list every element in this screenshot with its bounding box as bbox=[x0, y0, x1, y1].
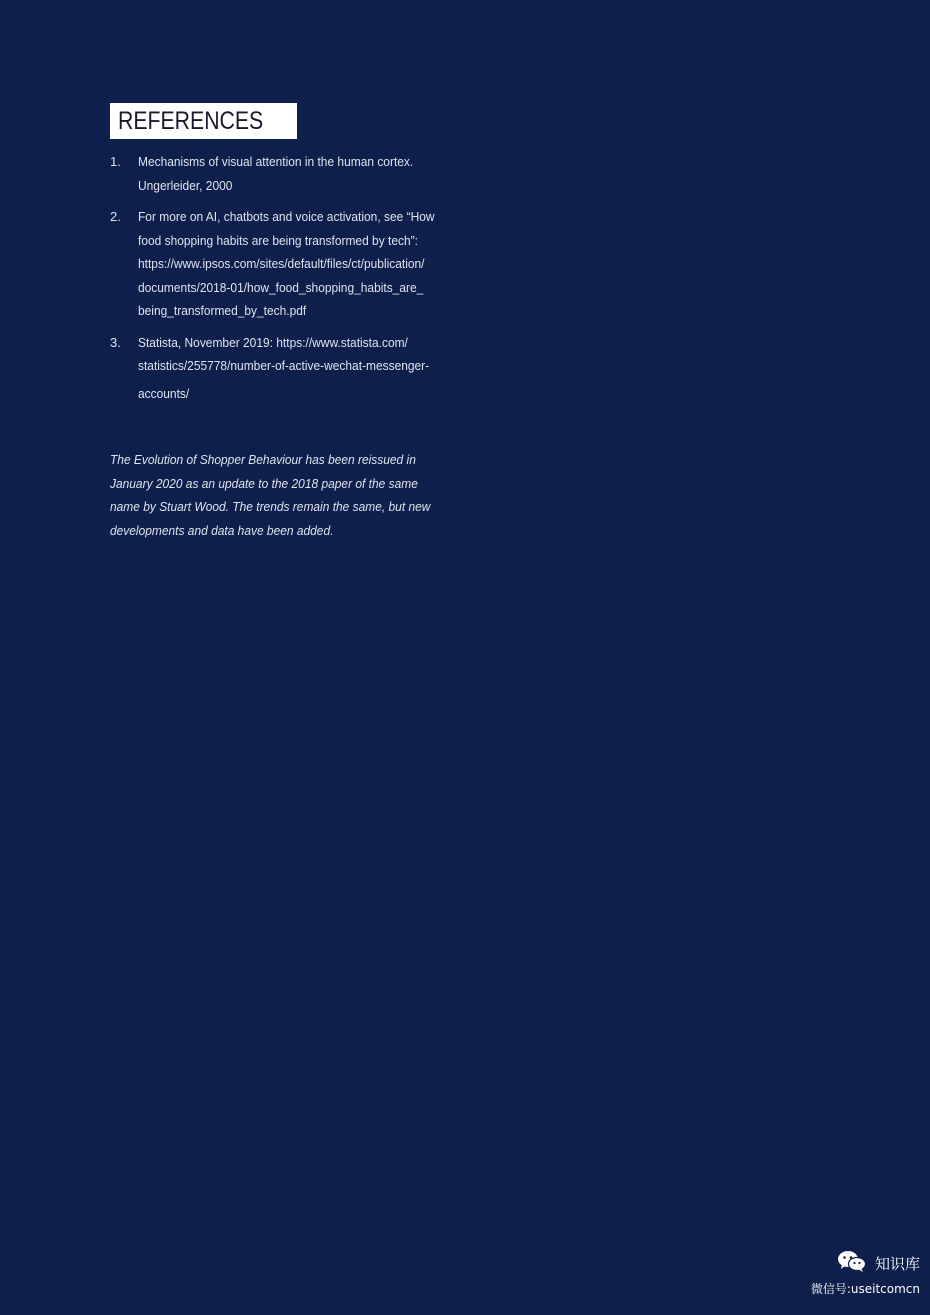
reference-link[interactable]: statistics/255778/number-of-active-wechat-messenger- bbox=[138, 358, 430, 373]
reference-link[interactable]: accounts/ bbox=[138, 385, 190, 401]
reference-number: 2. bbox=[110, 209, 121, 224]
reference-number: 3. bbox=[110, 334, 121, 350]
reference-list bbox=[110, 150, 455, 413]
reference-text bbox=[138, 205, 434, 323]
references-heading-box bbox=[110, 103, 297, 139]
watermark-name: 知识库 bbox=[874, 1255, 920, 1273]
reference-item bbox=[110, 331, 455, 406]
reference-line: Ungerleider, 2000 bbox=[138, 177, 233, 193]
reference-item bbox=[110, 205, 455, 323]
reissue-note bbox=[110, 448, 455, 542]
reference-link[interactable]: documents/2018-01/how_food_shopping_habits_are_ bbox=[138, 279, 424, 295]
reference-link[interactable]: https://www.ipsos.com/sites/default/files/ct/publication/ bbox=[138, 256, 425, 271]
note-line: developments and data have been added. bbox=[110, 522, 334, 538]
reference-text bbox=[138, 150, 430, 197]
reference-text bbox=[138, 331, 430, 406]
note-line: The Evolution of Shopper Behaviour has been reissued in bbox=[110, 452, 416, 467]
reference-number: 1. bbox=[110, 154, 121, 169]
reference-line: food shopping habits are being transformed by tech”: bbox=[138, 232, 418, 248]
watermark-brand bbox=[811, 1249, 920, 1278]
note-line: name by Stuart Wood. The trends remain the same, but new bbox=[110, 499, 431, 514]
reference-line: For more on AI, chatbots and voice activation, see “How bbox=[138, 209, 435, 224]
references-heading: REFERENCES bbox=[118, 106, 264, 135]
reference-line: Statista, November 2019: https://www.statista.com/ bbox=[138, 334, 408, 350]
watermark bbox=[811, 1249, 920, 1297]
wechat-icon bbox=[837, 1249, 867, 1278]
reference-link[interactable]: being_transformed_by_tech.pdf bbox=[138, 303, 307, 318]
note-line: January 2020 as an update to the 2018 paper of the same bbox=[110, 475, 418, 491]
watermark-account: 微信号:useitcomcn bbox=[810, 1282, 920, 1296]
reference-item bbox=[110, 150, 455, 197]
reference-line: Mechanisms of visual attention in the human cortex. bbox=[138, 154, 414, 169]
